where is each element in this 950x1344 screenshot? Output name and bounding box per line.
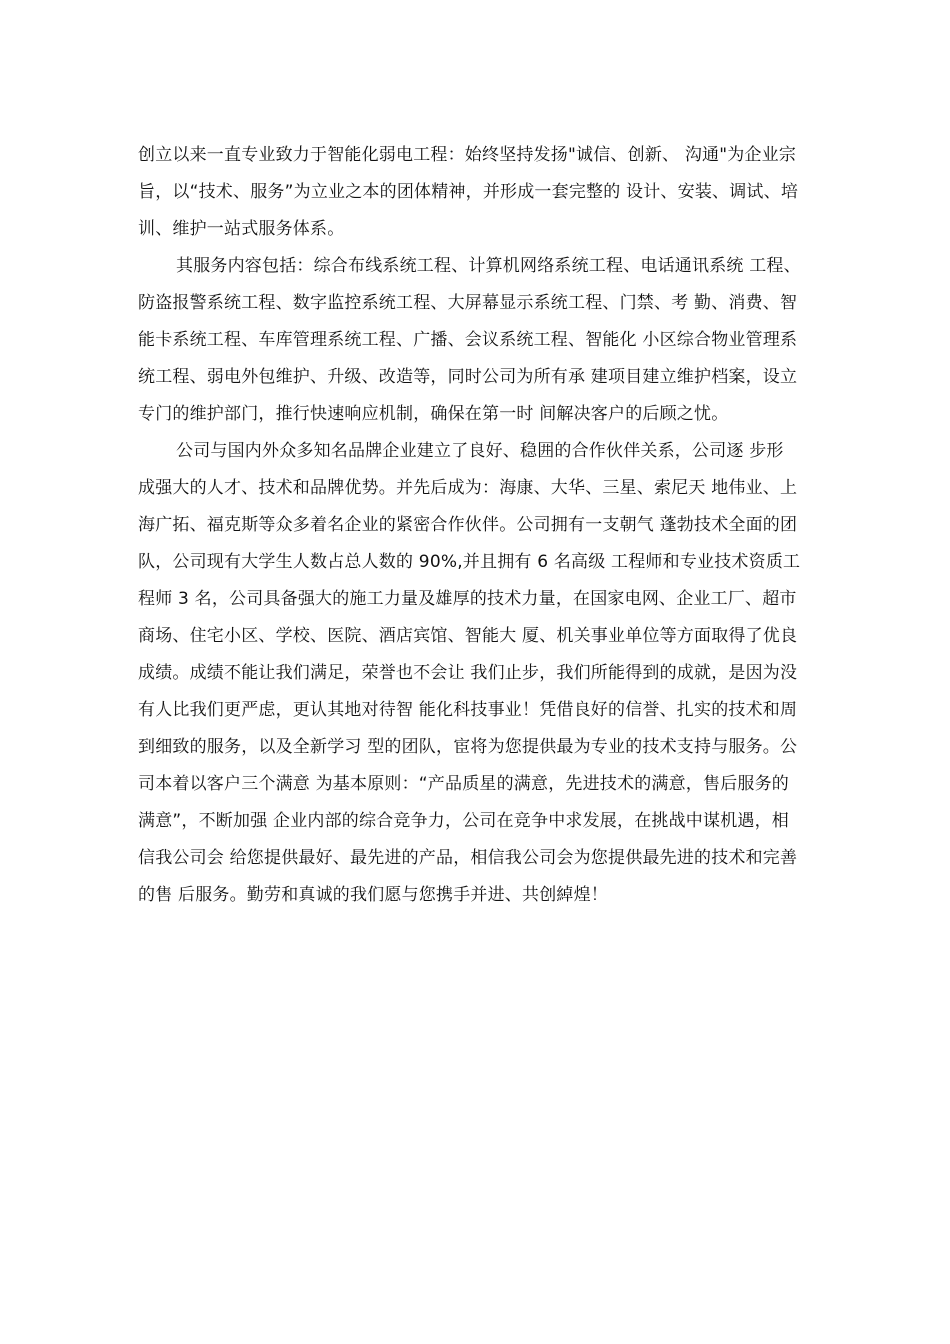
text-line: 旨，以“技术、服务”为立业之本的团体精神，并形成一套完整的 设计、安装、调试、培 <box>138 182 799 202</box>
text-line: 海广拓、福克斯等众多着名企业的紧密合作伙伴。公司拥有一支朝气 蓬勃技术全面的团 <box>138 515 798 535</box>
text-line: 成绩。成绩不能让我们满足，荣誉也不会让 我们止步，我们所能得到的成就，是因为没 <box>138 663 798 683</box>
text-line: 创立以来一直专业致力于智能化弱电工程：始终坚持发扬"诚信、创新、 沟通"为企业宗 <box>138 145 797 165</box>
text-line: 统工程、弱电外包维护、升级、改造等，同时公司为所有承 建项目建立维护档案，设立 <box>138 367 798 387</box>
text-line: 信我公司会 给您提供最好、最先进的产品，相信我公司会为您提供最先进的技术和完善 <box>138 848 798 868</box>
text-line: 成强大的人才、技术和品牌优势。并先后成为：海康、大华、三星、索尼天 地伟业、上 <box>138 478 798 498</box>
text-line: 队，公司现有大学生人数占总人数的 90%,并且拥有 6 名高级 工程师和专业技术资质工 <box>138 552 801 572</box>
paragraph-service-scope <box>138 248 828 433</box>
text-line: 到细致的服务，以及全新学习 型的团队，宦将为您提供最为专业的技术支持与服务。公 <box>138 737 798 757</box>
text-line: 其服务内容包括：综合布线系统工程、计算机网络系统工程、电话通讯系统 工程、 <box>176 256 801 276</box>
text-line: 有人比我们更严虑，更认其地对待智 能化科技事业！凭借良好的信誉、扎实的技术和周 <box>138 700 798 720</box>
document-body <box>138 137 828 914</box>
text-line: 防盗报警系统工程、数字监控系统工程、大屏幕显示系统工程、门禁、考 勤、消费、智 <box>138 293 798 313</box>
text-line: 商场、住宅小区、学校、医院、酒店宾馆、智能大 厦、机关事业单位等方面取得了优良 <box>138 626 798 646</box>
text-line: 司本着以客户三个满意 为基本原则：“产品质星的满意，先进技术的满意，售后服务的 <box>138 774 790 794</box>
text-line: 专门的维护部门，推行快速响应机制，确保在第一时 间解决客户的后顾之忧。 <box>138 404 729 424</box>
text-line: 能卡系统工程、车库管理系统工程、广播、会议系统工程、智能化 小区综合物业管理系 <box>138 330 798 350</box>
paragraph-partnerships <box>138 433 828 914</box>
text-line: 程师 3 名，公司具备强大的施工力量及雄厚的技术力量，在国家电网、企业工厂、超市 <box>138 589 797 609</box>
text-line: 公司与国内外众多知名品牌企业建立了良好、稳囲的合作伙伴关系，公司逐 步形 <box>176 441 784 461</box>
text-line: 满意”，不断加强 企业内部的综合竞争力，公司在竞争中求发展，在挑战中谋机遇，相 <box>138 811 790 831</box>
paragraph-company-founding <box>138 137 828 248</box>
text-line: 训、维护一站式服务体系。 <box>138 219 345 239</box>
text-line: 的售 后服务。勤劳和真诚的我们愿与您携手并进、共创綽煌！ <box>138 885 609 905</box>
